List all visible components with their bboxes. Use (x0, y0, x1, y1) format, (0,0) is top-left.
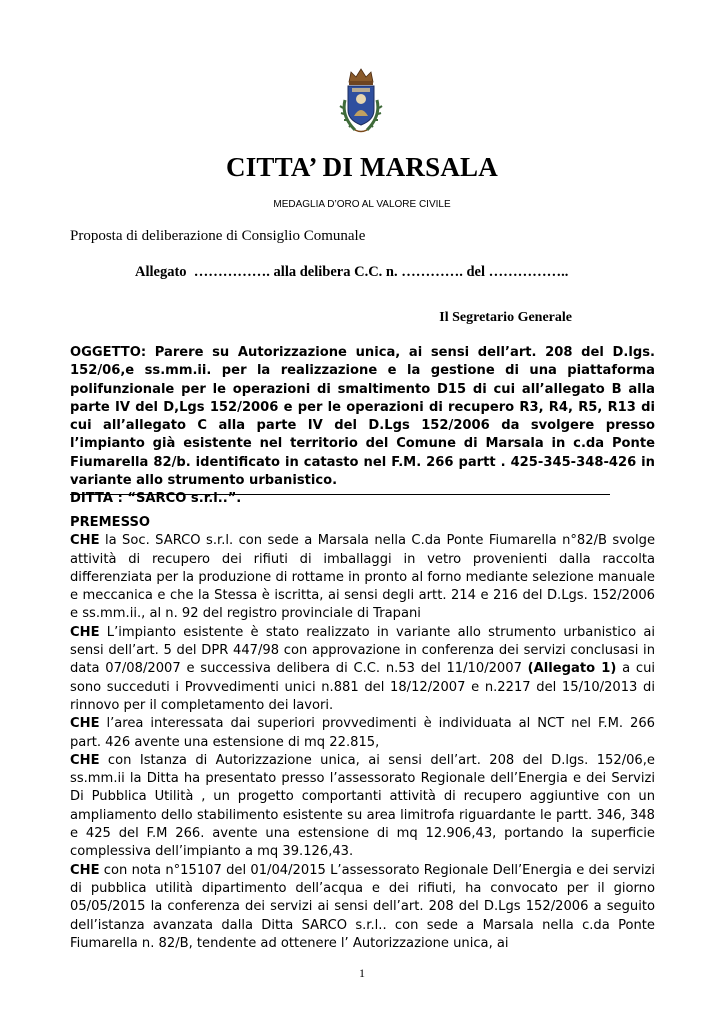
proposal-line: Proposta di deliberazione di Consiglio Comunale (70, 228, 366, 244)
paragraph-lead: CHE (70, 533, 100, 549)
paragraph-lead: CHE (70, 624, 100, 640)
subject-text: OGGETTO: Parere su Autorizzazione unica, ai sensi dell’art. 208 del D.lgs. 152/06,e ss.mm.ii. per la realizzazione e la gestione di una piattaforma polifunzionale per le operazioni di smaltimento D15 di cui all’allegato B alla parte IV del D,Lgs 152/2006 e per le operazioni di recupero R3, R4, R5, R13 di cui all’allegato C alla parte IV del D.Lgs 152/2006 da svolgere presso l’impianto già esistente nel territorio del Comune di Marsala in c.da Ponte Fiumarella 82/b. identificato in catasto nel F.M. 266 partt . 425-345-348-426 in variante allo strumento urbanistico. (70, 345, 655, 489)
paragraph-lead: CHE (70, 716, 100, 732)
subject-block (70, 344, 655, 509)
premesso-section (70, 514, 655, 953)
attachment-ref: (Allegato 1) (527, 661, 617, 677)
premesso-heading: PREMESSO (70, 515, 151, 530)
paragraph-text: la Soc. SARCO s.r.l. con sede a Marsala nella C.da Ponte Fiumarella n°82/B svolge attività di recupero dei rifiuti di imballaggi in vetro provenienti dalla raccolta differenziata per la produzione di rottame in pronto al forno mediante selezione manuale e meccanica e che la Stessa è iscritta, ai sensi degli artt. 214 e 216 del D.Lgs. 152/2006 e ss.mm.ii., al n. 92 del registro provinciale di Trapani (70, 533, 655, 622)
company-line: DITTA : “SARCO s.r.l..”. (70, 491, 242, 507)
paragraph-5 (70, 862, 655, 953)
attachment-line: Allegato ……………. alla delibera C.C. n. …………. del …………….. (135, 264, 569, 280)
paragraph-text: con nota n°15107 del 01/04/2015 L’assessorato Regionale Dell’Energia e dei servizi di pubblica utilità dipartimento dell’acqua e dei rifiuti, ha convocato per il giorno 05/05/2015 la conferenza dei servizi ai sensi dell’art. 208 del D.Lgs 152/2006 a seguito dell’istanza avanzata dalla Ditta SARCO s.r.l.. con sede a Marsala nella c.da Ponte Fiumarella n. 82/B, tendente ad ottenere l’ Autorizzazione unica, ai (70, 862, 655, 951)
paragraph-3 (70, 715, 655, 752)
paragraph-text: con Istanza di Autorizzazione unica, ai sensi dell’art. 208 del D.lgs. 152/06,e ss.mm.ii la Ditta ha presentato presso l’assessorato Regionale dell’Energia e dei Servizi Di Pubblica Utilità , un progetto comportanti attività di recupero aggiuntive con un ampliamento dello stabilimento esistente su area limitrofa riguardante le partt. 346, 348 e 425 del F.M 266. avente una estensione di mq 12.906,43, portando la superficie complessiva dell’impianto a mq 39.126,43. (70, 752, 655, 860)
paragraph-lead: CHE (70, 752, 100, 768)
paragraph-4 (70, 752, 655, 862)
separator-line (70, 494, 610, 495)
paragraph-text: l’area interessata dai superiori provvedimenti è individuata al NCT nel F.M. 266 part. 426 avente una estensione di mq 22.815, (70, 716, 655, 750)
page-number: 1 (359, 966, 365, 980)
paragraph-text: L’impianto esistente è stato realizzato in variante allo strumento urbanistico ai sensi dell’art. 5 del DPR 447/98 con approvazione in conferenza dei servizi conclusasi in data 07/08/2007 e successiva delibera di C.C. n.53 del 11/10/2007 (70, 624, 655, 677)
coat-of-arms-icon (337, 66, 385, 138)
city-title: CITTA’ DI MARSALA (226, 152, 498, 182)
paragraph-text-cont: a cui sono succeduti i Provvedimenti unici n.881 del 18/12/2007 e n.2217 del 15/10/2013 di rinnovo per il completamento dei lavori. (70, 661, 656, 713)
paragraph-1 (70, 532, 655, 623)
city-subtitle: MEDAGLIA D’ORO AL VALORE CIVILE (273, 199, 451, 210)
secretary-label: Il Segretario Generale (439, 310, 572, 325)
paragraph-2 (70, 624, 655, 715)
paragraph-lead: CHE (70, 862, 100, 878)
